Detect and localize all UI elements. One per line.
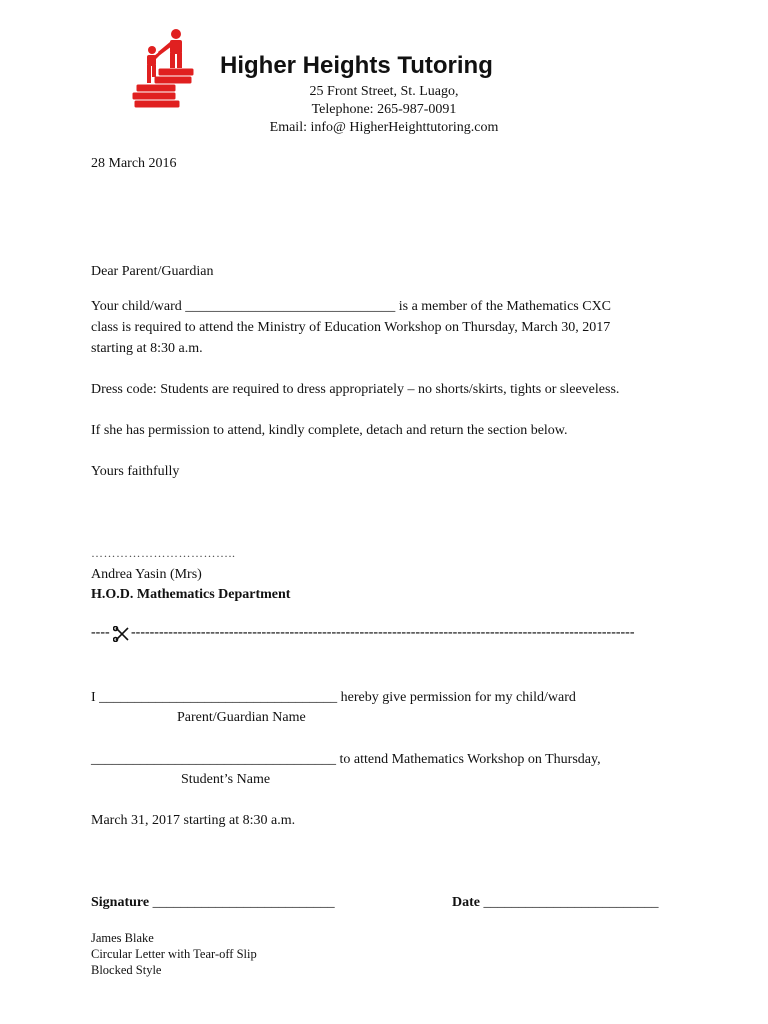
tear-off-line-2: ___________________________________ to attend Mathematics Workshop on Thursday, <box>91 752 601 767</box>
date-blank: _________________________ <box>483 895 659 910</box>
dress-code: Dress code: Students are required to dress appropriately – no shorts/skirts, tights or sleeveless. <box>91 382 620 397</box>
footer-style: Blocked Style <box>91 963 162 977</box>
signer-title: H.O.D. Mathematics Department <box>91 587 291 602</box>
student-name-caption: Student’s Name <box>181 772 271 787</box>
date-label: Date <box>452 895 480 910</box>
cut-dashes: ------------------------------------------------------------------------------------------------------------ <box>131 625 635 640</box>
parent-name-caption: Parent/Guardian Name <box>177 710 306 725</box>
signature-field <box>91 892 335 913</box>
body-line-3: starting at 8:30 a.m. <box>91 341 203 356</box>
tear-off-line-3: March 31, 2017 starting at 8:30 a.m. <box>91 813 296 828</box>
salutation: Dear Parent/Guardian <box>91 264 214 279</box>
company-name: Higher Heights Tutoring <box>220 52 493 79</box>
permission-note: If she has permission to attend, kindly complete, detach and return the section below. <box>91 423 568 438</box>
tear-off-cut-line <box>91 625 674 645</box>
company-email: Email: info@ HigherHeighttutoring.com <box>269 120 499 135</box>
signature-label: Signature <box>91 895 150 910</box>
letter-date: 28 March 2016 <box>91 156 177 171</box>
body-line-2: class is required to attend the Ministry of Education Workshop on Thursday, March 30, 2017 <box>91 320 611 335</box>
signature-dots: …………………………….. <box>91 546 236 560</box>
signer-name: Andrea Yasin (Mrs) <box>91 567 202 582</box>
cut-prefix: ---- <box>91 625 110 640</box>
company-address: 25 Front Street, St. Luago, <box>309 84 459 99</box>
closing: Yours faithfully <box>91 464 180 479</box>
tear-off-line-1: I __________________________________ hereby give permission for my child/ward <box>91 690 576 705</box>
date-field <box>452 892 659 913</box>
signature-blank: __________________________ <box>152 895 335 910</box>
company-telephone: Telephone: 265-987-0091 <box>311 102 457 117</box>
body-line-1: Your child/ward ______________________________ is a member of the Mathematics CXC <box>91 299 612 314</box>
footer-doc-type: Circular Letter with Tear-off Slip <box>91 947 257 961</box>
scissors-icon <box>113 626 131 642</box>
footer-author: James Blake <box>91 931 154 945</box>
